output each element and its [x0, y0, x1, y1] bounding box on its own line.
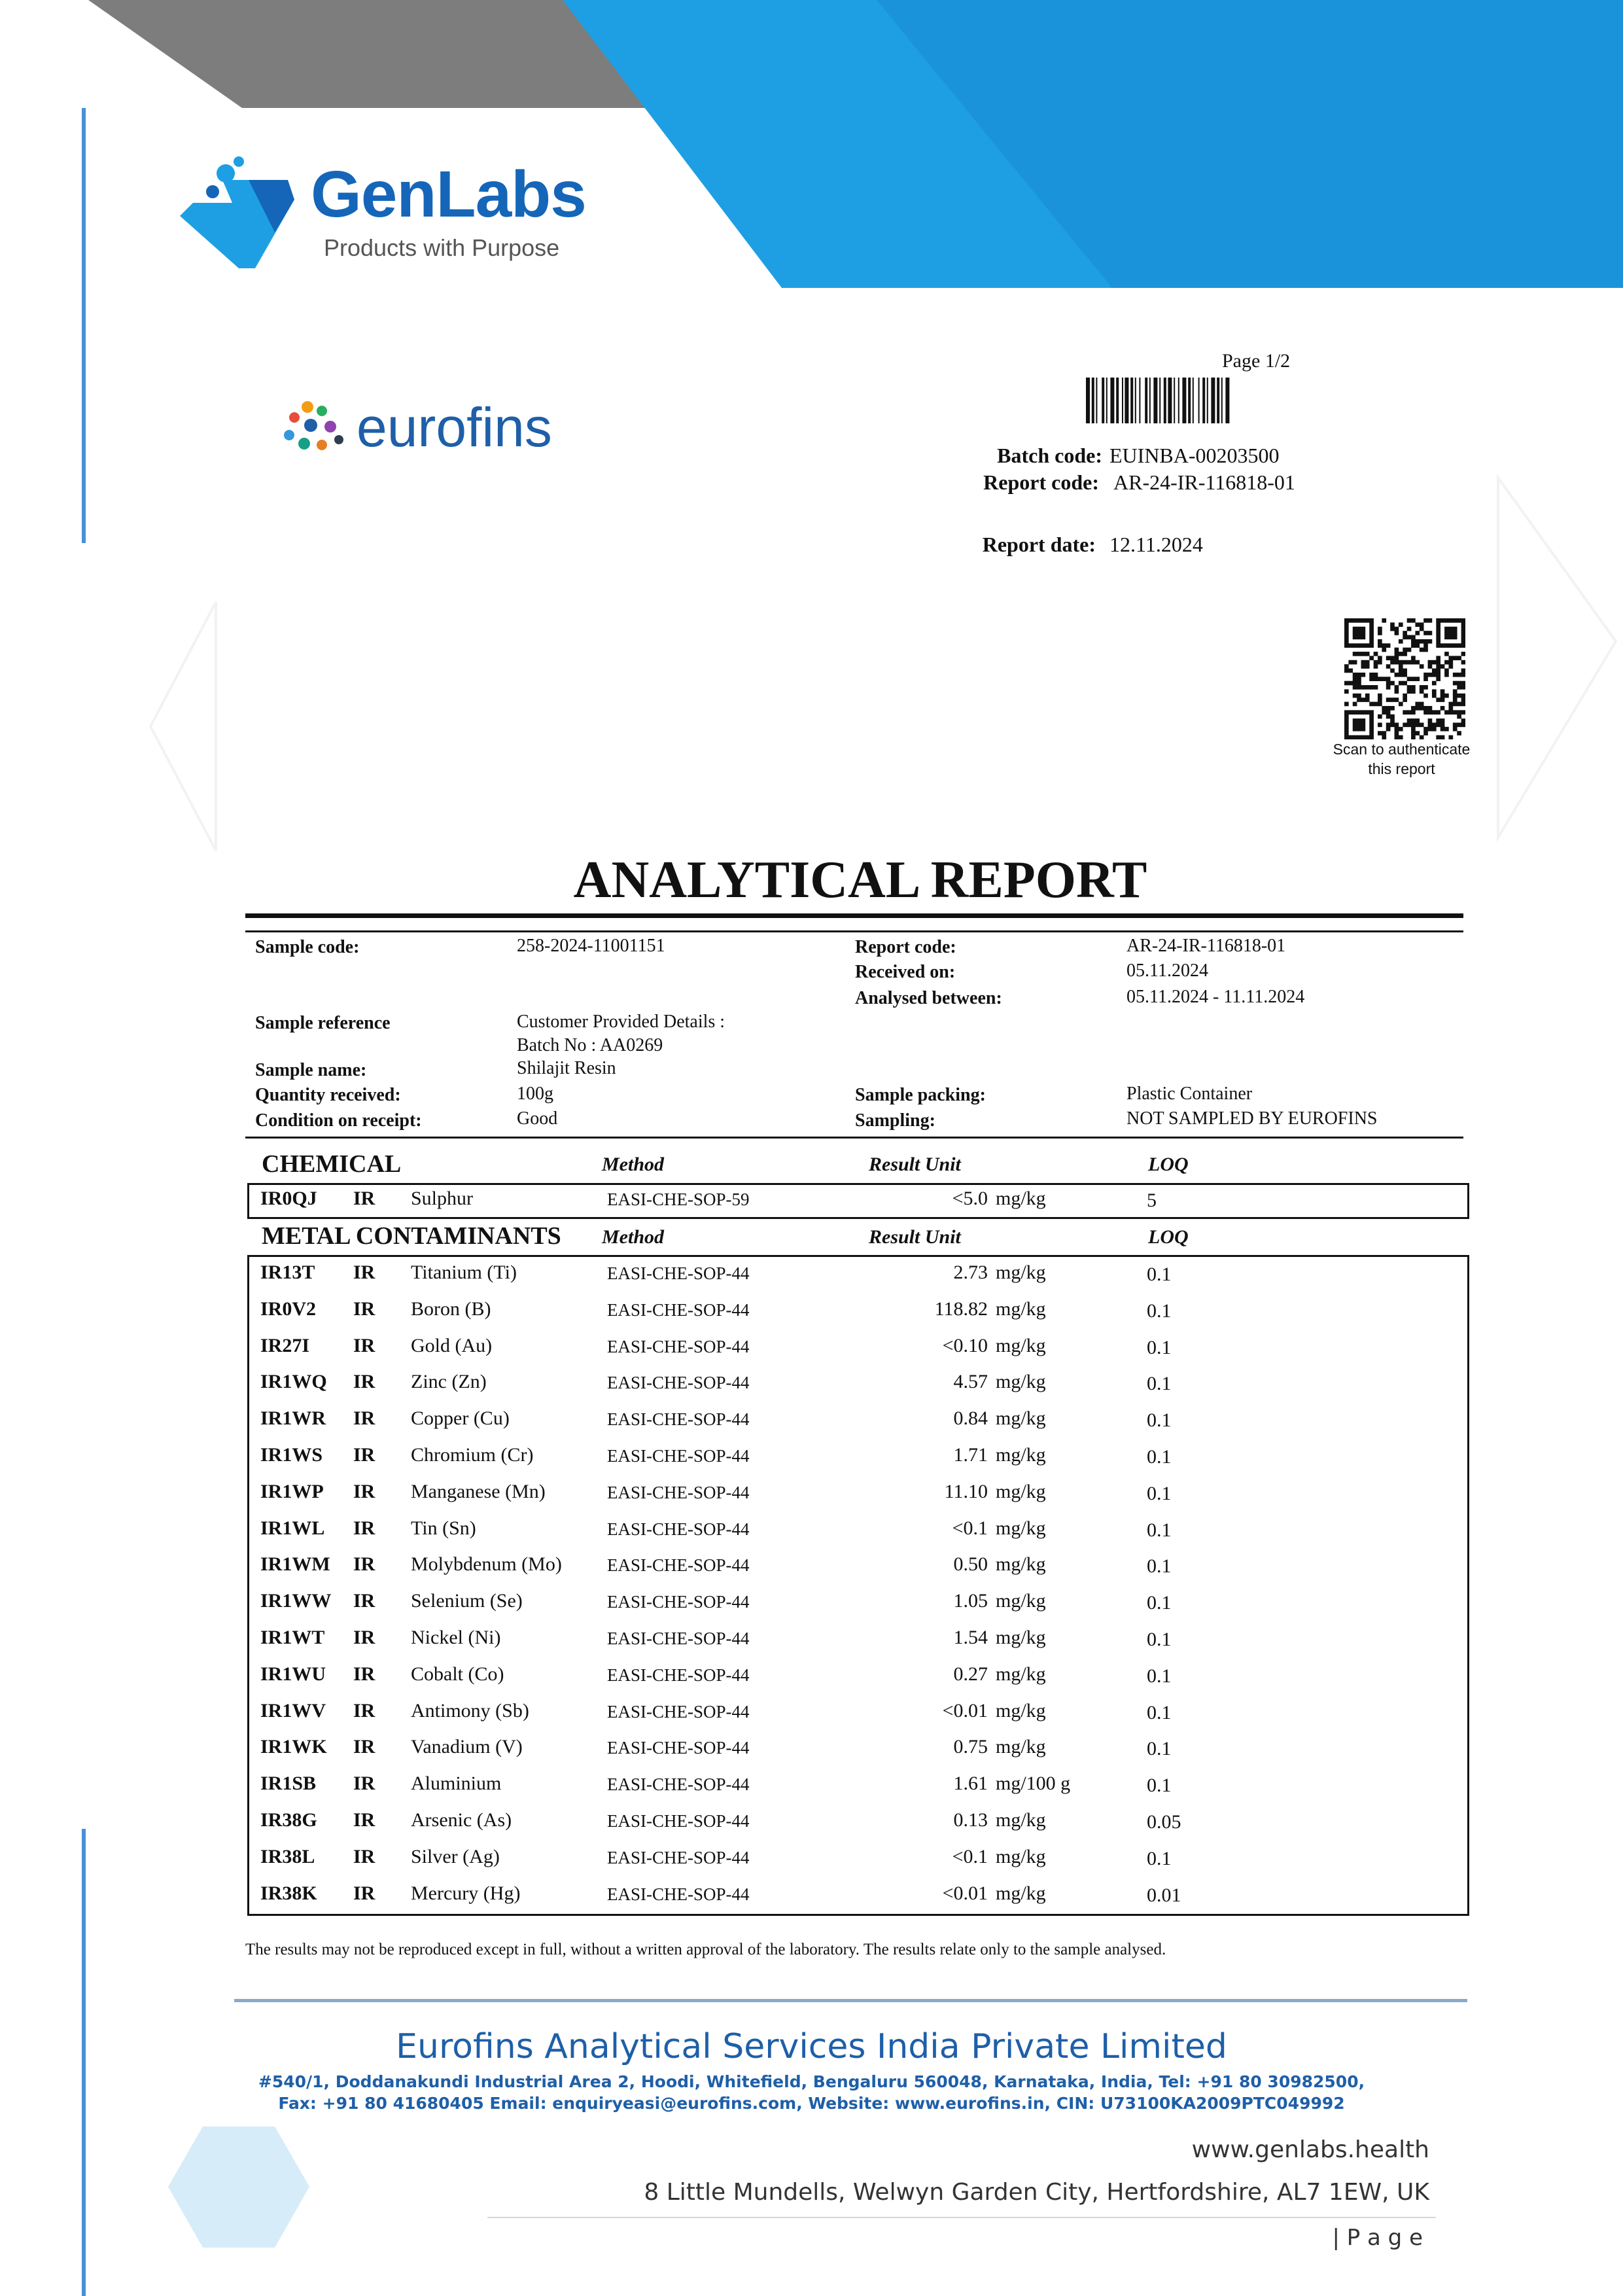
loq-value: 0.1: [1147, 1592, 1172, 1614]
parameter-name: Boron (B): [411, 1298, 491, 1320]
result-value: <0.1: [952, 1845, 988, 1867]
analysis-code: IR1WR: [260, 1407, 326, 1430]
analysis-code: IR1WQ: [260, 1371, 327, 1393]
title-rule: [245, 913, 1463, 918]
sample-packing-value: Plastic Container: [1126, 1084, 1253, 1104]
parameter-name: Tin (Sn): [411, 1517, 476, 1539]
result-value: 4.57: [953, 1371, 988, 1393]
sample-code-value: 258-2024-11001151: [517, 936, 665, 956]
loq-value: 0.1: [1147, 1555, 1172, 1578]
result-unit: mg/kg: [996, 1444, 1046, 1466]
result-value: 11.10: [944, 1480, 988, 1502]
analysis-type: IR: [353, 1262, 375, 1283]
result-unit: mg/kg: [996, 1736, 1046, 1758]
qr-caption-line-1: Scan to authenticate: [1333, 741, 1471, 758]
loq-value: 0.1: [1147, 1299, 1172, 1322]
parameter-name: Vanadium (V): [411, 1736, 523, 1758]
disclaimer-text: The results may not be reproduced except in full, without a written approval of the laboratory. The results relate only to the sample analysed.: [245, 1941, 1166, 1958]
page-title: ANALYTICAL REPORT: [573, 851, 1147, 909]
result-unit: mg/kg: [996, 1809, 1046, 1831]
eurofins-logo-icon: [281, 399, 347, 461]
parameter-name: Titanium (Ti): [411, 1262, 517, 1283]
parameter-name: Mercury (Hg): [411, 1882, 521, 1904]
result-unit: mg/kg: [996, 1517, 1046, 1539]
result-unit: mg/kg: [996, 1188, 1046, 1209]
analysis-code: IR1WP: [260, 1480, 324, 1502]
loq-value: 0.1: [1147, 1847, 1172, 1869]
analysis-code: IR0V2: [260, 1298, 317, 1320]
page-label: | P a g e: [1332, 2225, 1423, 2251]
metals-section-title: METAL CONTAMINANTS: [262, 1222, 561, 1250]
method-code: EASI-CHE-SOP-44: [607, 1555, 750, 1576]
qr-caption-line-2: this report: [1368, 760, 1435, 777]
analysis-type: IR: [353, 1773, 375, 1795]
analysis-code: IR1WV: [260, 1699, 326, 1722]
loq-value: 0.1: [1147, 1665, 1172, 1687]
analysis-type: IR: [353, 1699, 375, 1722]
analysis-code: IR1WL: [260, 1517, 325, 1539]
analysis-type: IR: [353, 1371, 375, 1393]
result-value: <0.01: [942, 1699, 988, 1722]
result-value: 1.05: [953, 1590, 988, 1612]
analysis-type: IR: [353, 1590, 375, 1612]
sample-code-label: Sample code:: [255, 937, 360, 957]
qr-code-icon[interactable]: [1344, 618, 1465, 739]
analysis-type: IR: [353, 1845, 375, 1867]
result-value: 0.84: [953, 1407, 988, 1430]
header-decoration: [0, 0, 1623, 916]
loq-value: 0.1: [1147, 1775, 1172, 1797]
loq-value: 0.1: [1147, 1738, 1172, 1760]
left-accent-bar: [82, 1829, 86, 2296]
condition-value: Good: [517, 1108, 558, 1129]
loq-value: 0.1: [1147, 1336, 1172, 1358]
info-bottom-rule: [245, 1137, 1463, 1139]
page-indicator: Page 1/2: [1222, 350, 1291, 372]
result-unit: mg/kg: [996, 1371, 1046, 1393]
result-unit: mg/kg: [996, 1590, 1046, 1612]
analysis-type: IR: [353, 1809, 375, 1831]
result-value: <0.10: [942, 1334, 988, 1356]
loq-value: 0.1: [1147, 1373, 1172, 1395]
method-code: EASI-CHE-SOP-44: [607, 1263, 750, 1283]
result-value: 1.71: [953, 1444, 988, 1466]
barcode-icon: [1086, 378, 1295, 423]
analysis-code: IR38G: [260, 1809, 317, 1831]
loq-value: 0.1: [1147, 1629, 1172, 1650]
parameter-name: Molybdenum (Mo): [411, 1553, 562, 1576]
method-code: EASI-CHE-SOP-44: [607, 1701, 750, 1722]
sample-reference-label: Sample reference: [255, 1013, 391, 1033]
hexagon-decoration: [167, 2123, 311, 2251]
analysis-code: IR1WT: [260, 1627, 325, 1648]
analysis-code: IR1WU: [260, 1663, 326, 1685]
analysis-code: IR13T: [260, 1262, 315, 1283]
analysis-code: IR1WM: [260, 1553, 330, 1576]
quantity-received-label: Quantity received:: [255, 1085, 401, 1105]
method-code: EASI-CHE-SOP-44: [607, 1665, 750, 1685]
result-unit: mg/kg: [996, 1663, 1046, 1685]
loq-value: 0.05: [1147, 1811, 1181, 1833]
result-unit: mg/kg: [996, 1262, 1046, 1283]
analysis-type: IR: [353, 1517, 375, 1539]
genlabs-address: 8 Little Mundells, Welwyn Garden City, Hertfordshire, AL7 1EW, UK: [644, 2179, 1429, 2206]
sample-name-label: Sample name:: [255, 1060, 367, 1080]
parameter-name: Zinc (Zn): [411, 1371, 487, 1393]
parameter-name: Gold (Au): [411, 1334, 493, 1356]
parameter-name: Manganese (Mn): [411, 1480, 546, 1502]
report-date-label: Report date:: [982, 533, 1096, 556]
parameter-name: Aluminium: [411, 1773, 502, 1795]
result-unit: mg/kg: [996, 1298, 1046, 1320]
genlabs-logo-icon: [177, 154, 301, 272]
footer-divider: [234, 1999, 1467, 2002]
loq-value: 0.1: [1147, 1409, 1172, 1432]
result-unit: mg/kg: [996, 1882, 1046, 1904]
loq-value: 0.1: [1147, 1701, 1172, 1723]
result-unit: mg/kg: [996, 1845, 1046, 1867]
analysis-code: IR0QJ: [260, 1188, 317, 1209]
method-code: EASI-CHE-SOP-44: [607, 1519, 750, 1539]
loq-value: 0.1: [1147, 1482, 1172, 1504]
method-code: EASI-CHE-SOP-44: [607, 1373, 750, 1393]
qr-caption: [1308, 739, 1495, 779]
result-unit: mg/kg: [996, 1334, 1046, 1356]
lab-address-line-2: Fax: +91 80 41680405 Email: enquiryeasi@eurofins.com, Website: www.eurofins.in, CIN: U73100KA2009PTC049992: [278, 2094, 1345, 2113]
parameter-name: Nickel (Ni): [411, 1627, 501, 1648]
sampling-value: NOT SAMPLED BY EUROFINS: [1126, 1108, 1378, 1129]
method-code: EASI-CHE-SOP-44: [607, 1482, 750, 1502]
method-code: EASI-CHE-SOP-44: [607, 1629, 750, 1648]
result-value: 1.54: [953, 1627, 988, 1648]
genlabs-tagline: Products with Purpose: [324, 234, 560, 261]
method-code: EASI-CHE-SOP-44: [607, 1446, 750, 1466]
batch-code-label: Batch code:: [997, 444, 1102, 467]
sample-reference-line-2: Batch No : AA0269: [517, 1035, 663, 1055]
method-code: EASI-CHE-SOP-44: [607, 1775, 750, 1795]
metals-loq-head: LOQ: [1148, 1226, 1189, 1248]
method-code: EASI-CHE-SOP-44: [607, 1847, 750, 1867]
result-value: 118.82: [934, 1298, 988, 1320]
chemical-section-title: CHEMICAL: [262, 1150, 402, 1178]
loq-value: 0.01: [1147, 1884, 1181, 1906]
method-code: EASI-CHE-SOP-44: [607, 1299, 750, 1320]
parameter-name: Arsenic (As): [411, 1809, 512, 1831]
genlabs-website[interactable]: www.genlabs.health: [1191, 2136, 1429, 2163]
analysis-code: IR38L: [260, 1845, 315, 1867]
info-report-code-value: AR-24-IR-116818-01: [1126, 936, 1286, 956]
analysis-code: IR1WK: [260, 1736, 327, 1758]
sample-reference-line-1: Customer Provided Details :: [517, 1012, 725, 1032]
parameter-name: Cobalt (Co): [411, 1663, 504, 1685]
analysis-code: IR1WS: [260, 1444, 323, 1466]
parameter-name: Selenium (Se): [411, 1590, 523, 1612]
parameter-name: Antimony (Sb): [411, 1699, 529, 1722]
analysis-type: IR: [353, 1663, 375, 1685]
method-code: EASI-CHE-SOP-44: [607, 1409, 750, 1430]
analysis-type: IR: [353, 1736, 375, 1758]
parameter-name: Sulphur: [411, 1188, 474, 1209]
batch-code-value: EUINBA-00203500: [1109, 444, 1280, 467]
analysis-type: IR: [353, 1334, 375, 1356]
loq-value: 0.1: [1147, 1263, 1172, 1285]
received-on-value: 05.11.2024: [1126, 961, 1208, 981]
chemical-result-head: Result Unit: [869, 1154, 961, 1175]
analysed-between-label: Analysed between:: [855, 988, 1002, 1008]
method-code: EASI-CHE-SOP-44: [607, 1336, 750, 1356]
analysis-type: IR: [353, 1444, 375, 1466]
genlabs-footer-rule: [487, 2217, 1436, 2218]
method-code: EASI-CHE-SOP-44: [607, 1811, 750, 1831]
result-unit: mg/kg: [996, 1699, 1046, 1722]
analysis-code: IR38K: [260, 1882, 317, 1904]
analysis-type: IR: [353, 1882, 375, 1904]
analysis-code: IR1WW: [260, 1590, 332, 1612]
report-date-value: 12.11.2024: [1109, 533, 1203, 556]
result-value: <0.01: [942, 1882, 988, 1904]
info-report-code-label: Report code:: [855, 937, 956, 957]
report-code-value: AR-24-IR-116818-01: [1113, 470, 1295, 494]
analysis-type: IR: [353, 1298, 375, 1320]
method-code: EASI-CHE-SOP-44: [607, 1738, 750, 1758]
info-top-rule: [245, 930, 1463, 932]
received-on-label: Received on:: [855, 962, 956, 982]
result-value: <0.1: [952, 1517, 988, 1539]
parameter-name: Chromium (Cr): [411, 1444, 534, 1466]
metals-result-head: Result Unit: [869, 1226, 961, 1248]
chemical-loq-head: LOQ: [1148, 1154, 1189, 1175]
quantity-received-value: 100g: [517, 1084, 553, 1104]
lab-address-line-1: #540/1, Doddanakundi Industrial Area 2, Hoodi, Whitefield, Bengaluru 560048, Karnataka, India, Tel: +91 80 30982500,: [258, 2072, 1365, 2091]
method-code: EASI-CHE-SOP-44: [607, 1592, 750, 1612]
result-value: 0.27: [953, 1663, 988, 1685]
report-code-label: Report code:: [983, 470, 1099, 494]
chemical-method-head: Method: [602, 1154, 665, 1175]
loq-value: 0.1: [1147, 1446, 1172, 1468]
metals-method-head: Method: [602, 1226, 665, 1248]
sample-packing-label: Sample packing:: [855, 1085, 986, 1105]
analysis-type: IR: [353, 1553, 375, 1576]
loq-value: 0.1: [1147, 1519, 1172, 1541]
parameter-name: Silver (Ag): [411, 1845, 500, 1867]
analysis-code: IR1SB: [260, 1773, 317, 1795]
method-code: EASI-CHE-SOP-44: [607, 1884, 750, 1904]
result-value: 0.13: [953, 1809, 988, 1831]
parameter-name: Copper (Cu): [411, 1407, 510, 1430]
result-value: 1.61: [953, 1773, 988, 1795]
analysis-type: IR: [353, 1407, 375, 1430]
sampling-label: Sampling:: [855, 1110, 935, 1131]
lab-company-name: Eurofins Analytical Services India Private Limited: [396, 2027, 1227, 2066]
loq-value: 5: [1147, 1190, 1157, 1211]
result-value: 0.50: [953, 1553, 988, 1576]
analysis-type: IR: [353, 1627, 375, 1648]
method-code: EASI-CHE-SOP-59: [607, 1190, 750, 1209]
eurofins-logo-text: eurofins: [357, 397, 552, 458]
result-value: <5.0: [952, 1188, 988, 1209]
result-unit: mg/kg: [996, 1627, 1046, 1648]
result-value: 2.73: [953, 1262, 988, 1283]
genlabs-brand-name: GenLabs: [311, 158, 586, 231]
result-unit: mg/kg: [996, 1553, 1046, 1576]
analysis-code: IR27I: [260, 1334, 310, 1356]
analysed-between-value: 05.11.2024 - 11.11.2024: [1126, 987, 1305, 1007]
result-unit: mg/kg: [996, 1480, 1046, 1502]
analysis-type: IR: [353, 1188, 375, 1209]
result-unit: mg/kg: [996, 1407, 1046, 1430]
sample-name-value: Shilajit Resin: [517, 1058, 616, 1078]
analysis-type: IR: [353, 1480, 375, 1502]
result-value: 0.75: [953, 1736, 988, 1758]
result-unit: mg/100 g: [996, 1773, 1071, 1795]
condition-label: Condition on receipt:: [255, 1110, 422, 1131]
